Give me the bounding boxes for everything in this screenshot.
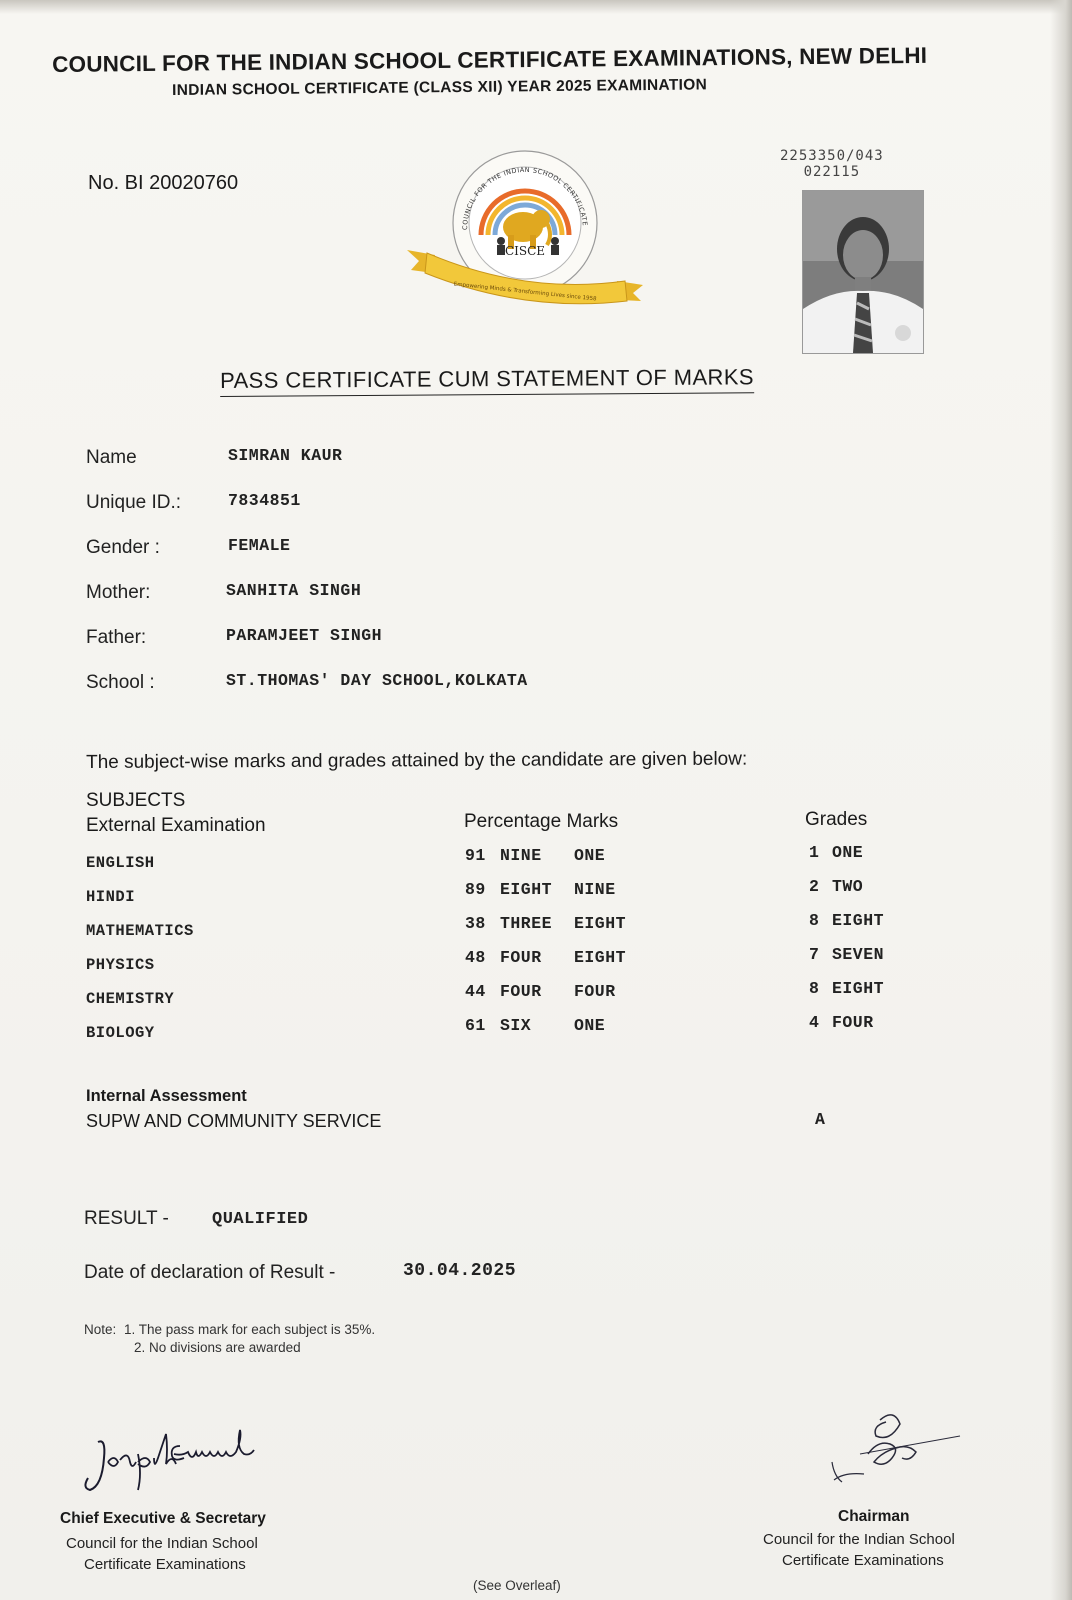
detail-value: PARAMJEET SINGH bbox=[226, 626, 383, 645]
certificate-number: No. BI 20020760 bbox=[88, 172, 239, 194]
signature-icon bbox=[80, 1428, 290, 1498]
right-signatory-title: Chairman bbox=[838, 1508, 910, 1525]
marks-words-1: FOUR bbox=[500, 982, 542, 1001]
document-title: PASS CERTIFICATE CUM STATEMENT OF MARKS bbox=[220, 364, 754, 397]
grade-number: 7 bbox=[809, 945, 820, 964]
grade-words: ONE bbox=[832, 843, 864, 862]
note-1: 1. The pass mark for each subject is 35%. bbox=[124, 1322, 376, 1337]
marks-words-2: NINE bbox=[574, 880, 616, 899]
grade-words: TWO bbox=[832, 877, 864, 896]
scan-shadow bbox=[0, 0, 1072, 14]
detail-value: SANHITA SINGH bbox=[226, 581, 362, 600]
candidate-photo bbox=[802, 190, 924, 354]
subjects-header: SUBJECTS bbox=[86, 790, 186, 811]
logo-ring-text: COUNCIL FOR THE INDIAN SCHOOL CERTIFICATE bbox=[460, 165, 589, 231]
left-signatory-title: Chief Executive & Secretary bbox=[60, 1510, 266, 1527]
grade-number: 4 bbox=[809, 1013, 820, 1032]
detail-value: SIMRAN KAUR bbox=[228, 446, 343, 465]
grade-number: 2 bbox=[809, 877, 820, 896]
right-signatory-line-2: Certificate Examinations bbox=[782, 1552, 944, 1569]
internal-grade: A bbox=[815, 1110, 826, 1129]
marks-words-2: EIGHT bbox=[574, 914, 627, 933]
detail-label: Name bbox=[86, 447, 137, 468]
cisce-emblem-icon bbox=[405, 135, 645, 310]
person-photo-icon bbox=[803, 191, 923, 353]
detail-label: Mother: bbox=[86, 582, 151, 603]
marks-intro: The subject-wise marks and grades attained by the candidate are given below: bbox=[86, 748, 748, 773]
percentage-marks: 91 bbox=[465, 846, 486, 865]
marks-words-1: SIX bbox=[500, 1016, 532, 1035]
subject-name: HINDI bbox=[86, 888, 136, 906]
left-signatory-line-1: Council for the Indian School bbox=[66, 1535, 258, 1552]
see-overleaf: (See Overleaf) bbox=[473, 1578, 561, 1593]
subject-name: CHEMISTRY bbox=[86, 990, 175, 1008]
percentage-marks-header: Percentage Marks bbox=[464, 811, 619, 832]
signature-icon bbox=[820, 1406, 980, 1496]
grade-words: EIGHT bbox=[832, 911, 885, 930]
grade-words: FOUR bbox=[832, 1013, 874, 1032]
left-signature bbox=[80, 1428, 290, 1498]
internal-subject: SUPW AND COMMUNITY SERVICE bbox=[86, 1111, 382, 1131]
result-value: QUALIFIED bbox=[212, 1210, 309, 1229]
declaration-date: 30.04.2025 bbox=[403, 1261, 517, 1281]
percentage-marks: 48 bbox=[465, 948, 486, 967]
detail-value: ST.THOMAS' DAY SCHOOL,KOLKATA bbox=[226, 671, 528, 690]
grade-number: 8 bbox=[809, 911, 820, 930]
note-2: 2. No divisions are awarded bbox=[134, 1340, 301, 1355]
detail-label: Gender : bbox=[86, 537, 160, 558]
detail-value: FEMALE bbox=[228, 536, 291, 555]
right-signatory-line-1: Council for the Indian School bbox=[763, 1531, 955, 1548]
note-prefix: Note: bbox=[84, 1322, 117, 1337]
marks-words-2: ONE bbox=[574, 1016, 606, 1035]
percentage-marks: 61 bbox=[465, 1016, 486, 1035]
exam-heading: INDIAN SCHOOL CERTIFICATE (CLASS XII) YEAR 2025 EXAMINATION bbox=[172, 76, 708, 99]
marks-words-1: FOUR bbox=[500, 948, 542, 967]
logo-ribbon-text: Empowering Minds & Transforming Lives since 1958 bbox=[453, 281, 597, 303]
external-exam-header: External Examination bbox=[86, 815, 266, 836]
logo-text: CISCE bbox=[504, 244, 546, 258]
subject-name: ENGLISH bbox=[86, 854, 155, 872]
subject-name: MATHEMATICS bbox=[86, 922, 194, 940]
left-signatory-line-2: Certificate Examinations bbox=[84, 1556, 246, 1573]
marks-words-2: ONE bbox=[574, 846, 606, 865]
marks-words-2: EIGHT bbox=[574, 948, 627, 967]
cisce-logo bbox=[405, 135, 645, 310]
percentage-marks: 89 bbox=[465, 880, 486, 899]
detail-label: School : bbox=[86, 672, 155, 693]
marks-words-1: EIGHT bbox=[500, 880, 553, 899]
right-signature bbox=[820, 1406, 980, 1496]
detail-value: 7834851 bbox=[228, 491, 301, 510]
subject-name: PHYSICS bbox=[86, 956, 155, 974]
serial-line-1: 2253350/043 bbox=[780, 148, 884, 164]
paper-edge bbox=[1050, 0, 1072, 1600]
grade-words: SEVEN bbox=[832, 945, 885, 964]
serial-line-2: 022115 bbox=[803, 164, 861, 180]
grades-header: Grades bbox=[805, 809, 868, 830]
grade-number: 8 bbox=[809, 979, 820, 998]
marks-words-1: THREE bbox=[500, 914, 553, 933]
council-heading: COUNCIL FOR THE INDIAN SCHOOL CERTIFICATE EXAMINATIONS, NEW DELHI bbox=[52, 42, 928, 77]
detail-label: Father: bbox=[86, 627, 147, 648]
internal-assessment-header: Internal Assessment bbox=[86, 1087, 247, 1105]
declaration-label: Date of declaration of Result - bbox=[84, 1262, 336, 1283]
marks-words-2: FOUR bbox=[574, 982, 616, 1001]
result-label: RESULT - bbox=[84, 1208, 169, 1229]
grade-words: EIGHT bbox=[832, 979, 885, 998]
subject-name: BIOLOGY bbox=[86, 1024, 155, 1042]
marks-words-1: NINE bbox=[500, 846, 542, 865]
grade-number: 1 bbox=[809, 843, 820, 862]
percentage-marks: 38 bbox=[465, 914, 486, 933]
percentage-marks: 44 bbox=[465, 982, 486, 1001]
detail-label: Unique ID.: bbox=[86, 492, 182, 513]
serial-number bbox=[780, 148, 884, 180]
